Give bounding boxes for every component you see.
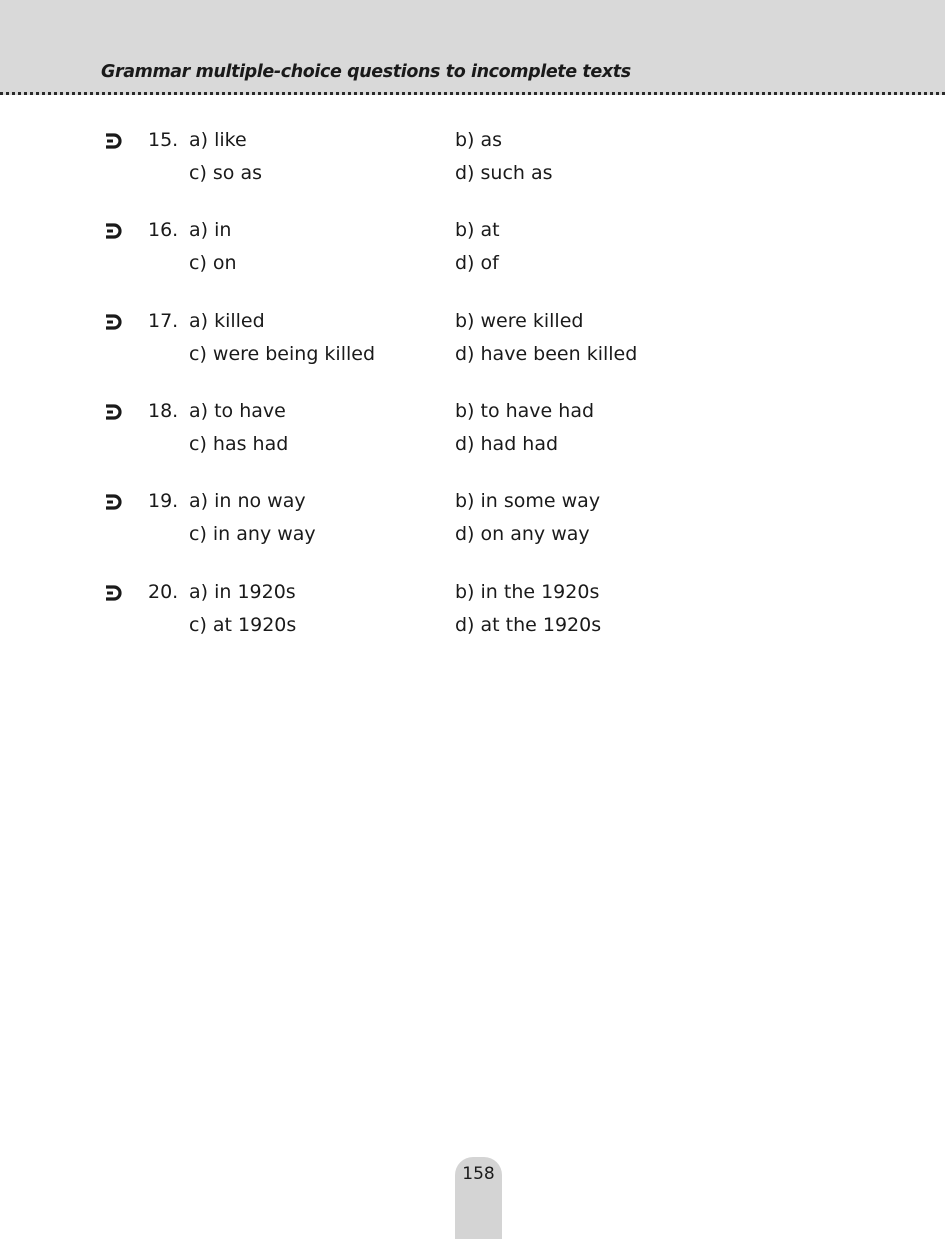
question-item xyxy=(0,309,945,379)
question-item xyxy=(0,580,945,650)
option-c: c) in any way xyxy=(189,523,316,545)
option-d: d) such as xyxy=(455,162,553,184)
option-b: b) at xyxy=(455,219,500,241)
option-a: a) in no way xyxy=(189,490,306,512)
option-c: c) at 1920s xyxy=(189,614,297,636)
page-number-tab xyxy=(455,1157,502,1239)
option-b: b) were killed xyxy=(455,310,584,332)
header-divider xyxy=(0,92,945,95)
option-d: d) of xyxy=(455,252,499,274)
arrow-right-icon xyxy=(104,583,124,603)
question-number: 19. xyxy=(148,490,179,512)
option-c: c) so as xyxy=(189,162,263,184)
arrow-right-icon xyxy=(104,312,124,332)
page-number: 158 xyxy=(462,1164,495,1184)
arrow-right-icon xyxy=(104,131,124,151)
option-d: d) had had xyxy=(455,433,559,455)
option-d: d) on any way xyxy=(455,523,590,545)
option-a: a) like xyxy=(189,129,247,151)
question-number: 16. xyxy=(148,219,179,241)
arrow-right-icon xyxy=(104,221,124,241)
option-c: c) on xyxy=(189,252,237,274)
option-a: a) to have xyxy=(189,400,286,422)
option-a: a) in xyxy=(189,219,232,241)
option-b: b) in the 1920s xyxy=(455,581,600,603)
option-a: a) in 1920s xyxy=(189,581,296,603)
arrow-right-icon xyxy=(104,492,124,512)
question-number: 17. xyxy=(148,310,179,332)
option-b: b) to have had xyxy=(455,400,595,422)
option-b: b) as xyxy=(455,129,503,151)
option-c: c) were being killed xyxy=(189,343,376,365)
header-band xyxy=(0,0,945,95)
question-number: 20. xyxy=(148,581,179,603)
question-item xyxy=(0,399,945,469)
question-item xyxy=(0,489,945,559)
arrow-right-icon xyxy=(104,402,124,422)
question-item xyxy=(0,218,945,288)
option-c: c) has had xyxy=(189,433,289,455)
option-d: d) have been killed xyxy=(455,343,638,365)
option-d: d) at the 1920s xyxy=(455,614,602,636)
question-item xyxy=(0,128,945,198)
page-title: Grammar multiple-choice questions to incomplete texts xyxy=(101,62,631,82)
option-b: b) in some way xyxy=(455,490,601,512)
question-number: 18. xyxy=(148,400,179,422)
question-number: 15. xyxy=(148,129,179,151)
option-a: a) killed xyxy=(189,310,265,332)
